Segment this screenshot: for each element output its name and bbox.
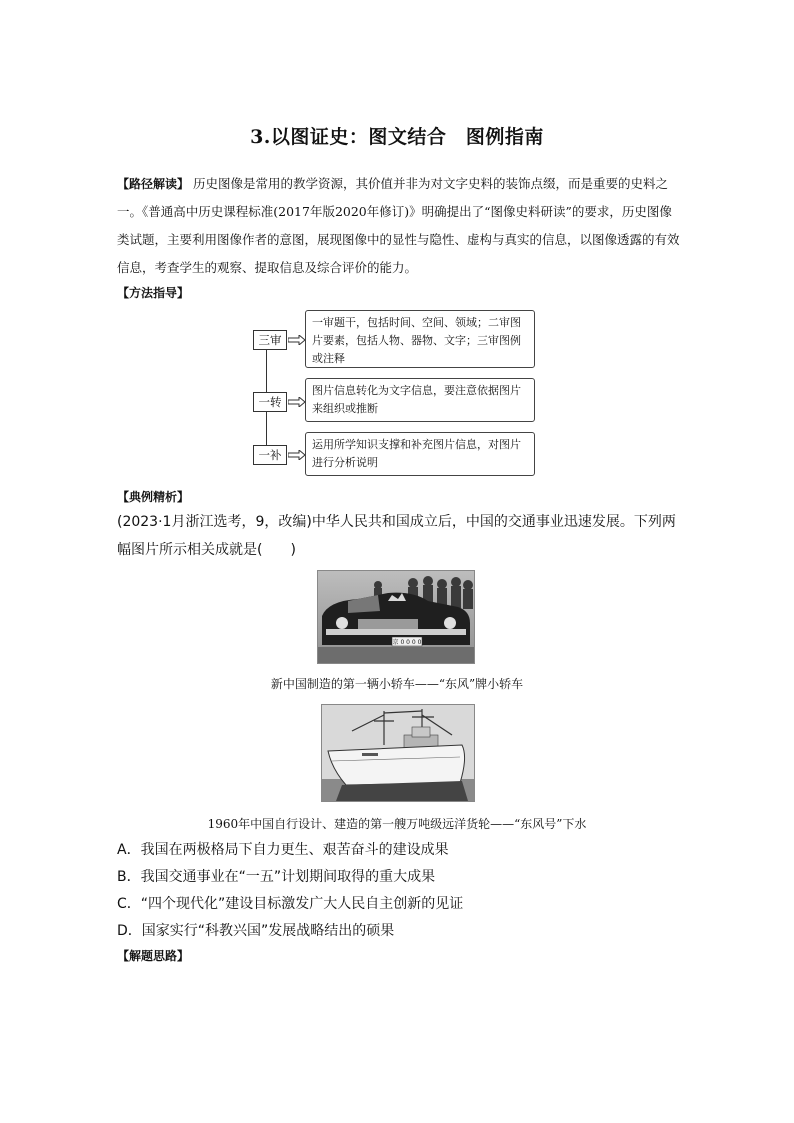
step-label-1: 三审 [253, 330, 287, 350]
method-label: 【方法指导】 [117, 286, 190, 300]
option-a: A．我国在两极格局下自力更生、艰苦奋斗的建设成果 [117, 842, 449, 858]
arrow-right-icon [288, 335, 306, 345]
step-desc-1: 一审题干，包括时间、空间、领域；二审图片要素，包括人物、器物、文字；三审图例或注释 [305, 310, 535, 368]
ship-caption: 1960年中国自行设计、建造的第一艘万吨级远洋货轮——“东风号”下水 [207, 817, 587, 831]
intro-tag: 【路径解读】 [117, 177, 190, 191]
step-label-2: 一转 [253, 392, 287, 412]
car-caption: 新中国制造的第一辆小轿车——“东风”牌小轿车 [270, 677, 524, 691]
option-d: D．国家实行“科教兴国”发展战略结出的硕果 [117, 923, 395, 939]
license-plate: 京 0 0 0 0 [392, 639, 422, 646]
solution-label: 【解题思路】 [117, 949, 190, 963]
method-flow-diagram [250, 308, 545, 478]
car-photo [317, 570, 475, 664]
option-b: B．我国交通事业在“一五”计划期间取得的重大成果 [117, 869, 436, 885]
step-label-3: 一补 [253, 445, 287, 465]
question-stem: (2023·1月浙江选考，9，改编)中华人民共和国成立后，中国的交通事业迅速发展。下列两幅图片所示相关成就是( ) [117, 514, 676, 558]
option-c: C．“四个现代化”建设目标激发广大人民自主创新的见证 [117, 896, 464, 912]
arrow-right-icon [288, 450, 306, 460]
intro-paragraph [117, 170, 682, 282]
page-title: 3.以图证史：图文结合 图例指南 [250, 126, 544, 148]
step-desc-3: 运用所学知识支撑和补充图片信息，对图片进行分析说明 [305, 432, 535, 476]
example-label: 【典例精析】 [117, 490, 190, 504]
arrow-right-icon [288, 397, 306, 407]
intro-text: 历史图像是常用的教学资源，其价值并非为对文字史料的装饰点缀，而是重要的史料之一。《普通高中历史课程标准(2017年版2020年修订)》明确提出了“图像史料研读”的要求，历史图像类试题，主要利用图像作者的意图，展现图像中的显性与隐性、虚构与真实的信息，以图像透露的有效信息，考查学生的观察、提取信息及综合评价的能力。 [117, 176, 680, 275]
step-desc-2: 图片信息转化为文字信息，要注意依据图片来组织或推断 [305, 378, 535, 422]
ship-photo [321, 704, 475, 802]
